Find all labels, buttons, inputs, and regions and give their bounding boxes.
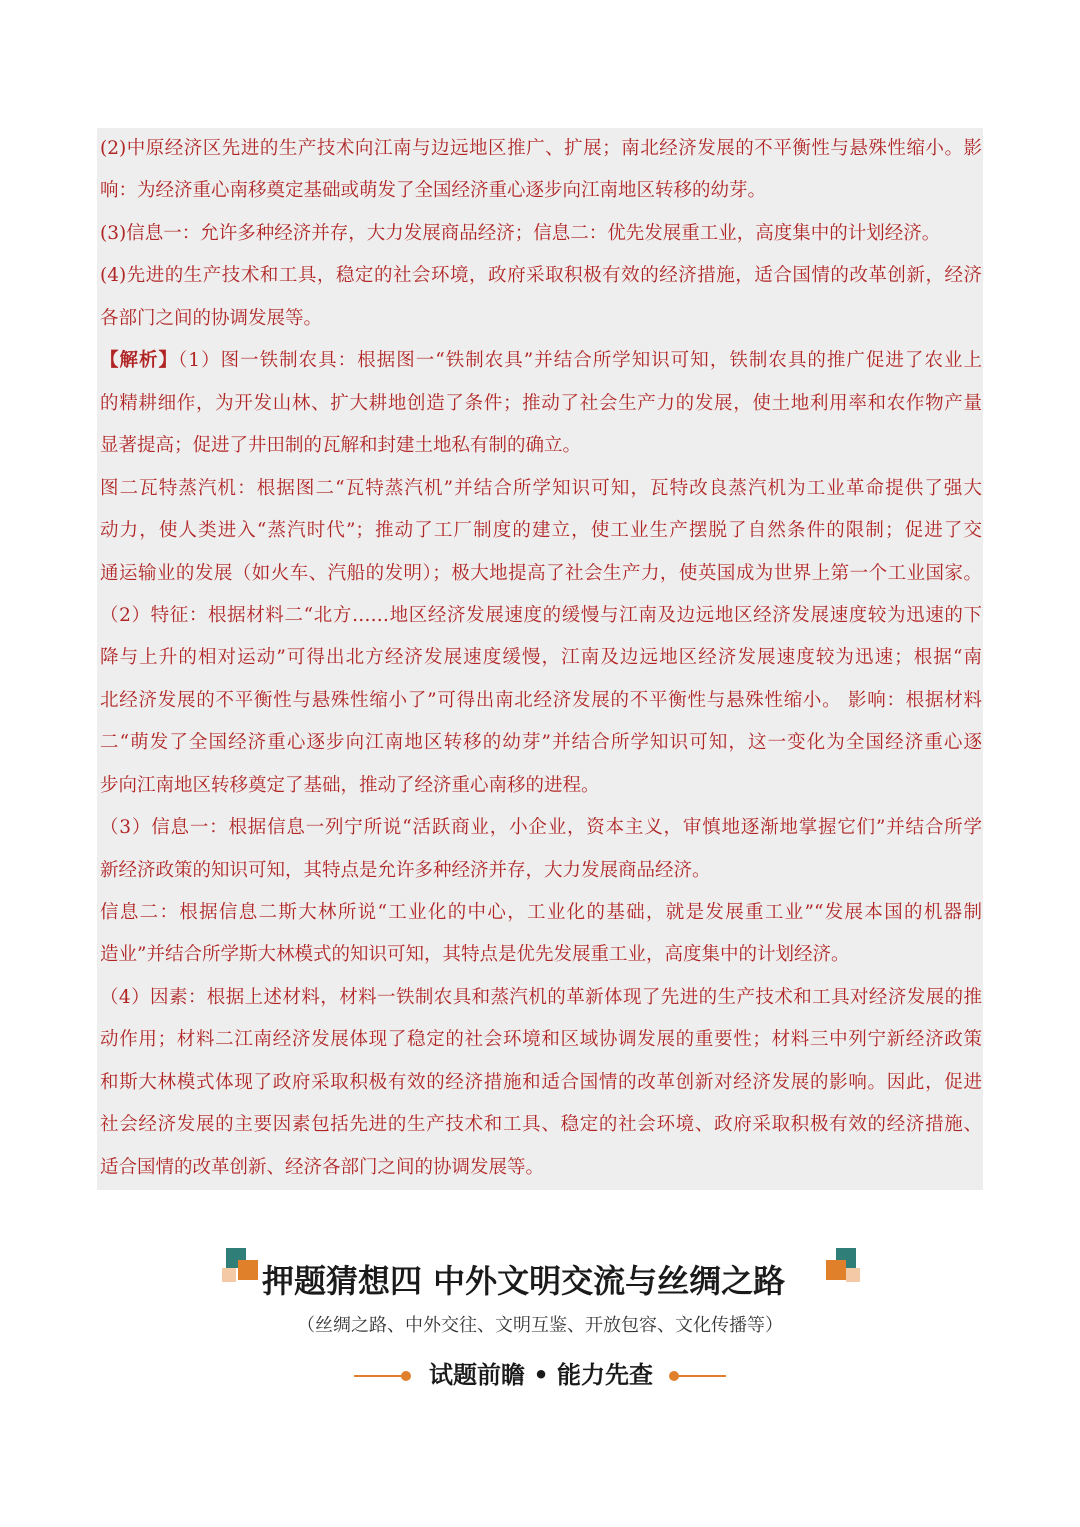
- right-decoration-icon: [826, 1248, 866, 1288]
- section-subtitle: （丝绸之路、中外交往、文明互鉴、开放包容、文化传播等）: [297, 1315, 783, 1336]
- answer-line-text: (3)信息一：允许多种经济并存，大力发展商品经济；信息二：优先发展重工业，高度集中的计划经济。: [100, 223, 941, 244]
- answer-line: [100, 595, 982, 637]
- left-rule: [354, 1375, 406, 1377]
- section-label: 试题前瞻 • 能力先查: [429, 1361, 654, 1389]
- answer-line-text: (4)先进的生产技术和工具，稳定的社会环境，政府采取积极有效的经济措施，适合国情的改革创新，经济: [100, 265, 982, 286]
- answer-line: [100, 1062, 982, 1104]
- answer-line-text: 社会经济发展的主要因素包括先进的生产技术和工具、稳定的社会环境、政府采取积极有效的经济措施、: [100, 1114, 982, 1135]
- section-title: 押题猜想四 中外文明交流与丝绸之路: [262, 1262, 786, 1300]
- answer-line: [100, 468, 982, 510]
- answer-line-text: 通运输业的发展（如火车、汽船的发明）；极大地提高了社会生产力，使英国成为世界上第一个工业国家。: [100, 563, 982, 584]
- answer-line: [100, 213, 982, 255]
- answer-line: [100, 1104, 982, 1146]
- answer-line-text: 和斯大林模式体现了政府采取积极有效的经济措施和适合国情的改革创新对经济发展的影响。因此，促进: [100, 1072, 982, 1093]
- answer-line-text: 信息二：根据信息二斯大林所说“工业化的中心，工业化的基础，就是发展重工业”“发展本国的机器制: [100, 902, 982, 923]
- answer-line: [100, 340, 982, 382]
- answer-line: [100, 765, 982, 807]
- answer-line: [100, 1019, 982, 1061]
- answer-line: [100, 383, 982, 425]
- answer-line: [100, 680, 982, 722]
- answer-line-text: 北经济发展的不平衡性与悬殊性缩小了”可得出南北经济发展的不平衡性与悬殊性缩小。 影响：根据材料: [100, 690, 982, 711]
- answer-line-text: 图二瓦特蒸汽机：根据图二“瓦特蒸汽机”并结合所学知识可知，瓦特改良蒸汽机为工业革命提供了强大: [100, 478, 982, 499]
- answer-line-text: 适合国情的改革创新、经济各部门之间的协调发展等。: [100, 1157, 545, 1178]
- section-label-row: [0, 1355, 1080, 1395]
- answer-line: [100, 637, 982, 679]
- analysis-tag: 【解析】: [100, 350, 179, 371]
- left-dot-icon: [401, 1371, 411, 1381]
- answer-line-text: （2）特征：根据材料二“北方……地区经济发展速度的缓慢与江南及边远地区经济发展速度较为迅速的下: [100, 605, 982, 626]
- answer-line-text: 步向江南地区转移奠定了基础，推动了经济重心南移的进程。: [100, 775, 600, 796]
- answer-line-text: 动作用；材料二江南经济发展体现了稳定的社会环境和区域协调发展的重要性；材料三中列宁新经济政策: [100, 1029, 982, 1050]
- answer-line: [100, 892, 982, 934]
- answer-line: [100, 553, 982, 595]
- answer-line-text: 显著提高；促进了井田制的瓦解和封建土地私有制的确立。: [100, 435, 582, 456]
- answer-line: [100, 298, 982, 340]
- answer-line: [100, 128, 982, 170]
- right-rule: [674, 1375, 726, 1377]
- answer-line: [100, 722, 982, 764]
- answer-line-text: 动力，使人类进入“蒸汽时代”；推动了工厂制度的建立，使工业生产摆脱了自然条件的限制；促进了交: [100, 520, 982, 541]
- answer-line-text: 新经济政策的知识可知，其特点是允许多种经济并存，大力发展商品经济。: [100, 860, 711, 881]
- answer-line-text: (2)中原经济区先进的生产技术向江南与边远地区推广、扩展；南北经济发展的不平衡性与悬殊性缩小。影: [100, 138, 982, 159]
- answer-line: [100, 425, 982, 467]
- answer-line-text: 的精耕细作，为开发山林、扩大耕地创造了条件；推动了社会生产力的发展，使土地利用率和农作物产量: [100, 393, 982, 414]
- answer-line-text: 造业”并结合所学斯大林模式的知识可知，其特点是优先发展重工业，高度集中的计划经济。: [100, 944, 850, 965]
- answer-line-text: （1）图一铁制农具：根据图一“铁制农具”并结合所学知识可知，铁制农具的推广促进了农业上: [178, 350, 982, 371]
- answer-line: [100, 1147, 982, 1189]
- answer-line-text: 响：为经济重心南移奠定基础或萌发了全国经济重心逐步向江南地区转移的幼芽。: [100, 180, 767, 201]
- answer-line: [100, 807, 982, 849]
- answer-line: [100, 977, 982, 1019]
- answer-line-text: 各部门之间的协调发展等。: [100, 308, 323, 329]
- answer-line-text: 降与上升的相对运动”可得出北方经济发展速度缓慢，江南及边远地区经济发展速度较为迅速；根据“南: [100, 647, 982, 668]
- section-header: [0, 1248, 1080, 1310]
- answer-line: [100, 255, 982, 297]
- left-decoration-icon: [222, 1248, 262, 1288]
- answer-line-text: 二“萌发了全国经济重心逐步向江南地区转移的幼芽”并结合所学知识可知，这一变化为全国经济重心逐: [100, 732, 982, 753]
- answer-line: [100, 510, 982, 552]
- answer-line: [100, 170, 982, 212]
- answer-line-text: （3）信息一：根据信息一列宁所说“活跃商业，小企业，资本主义，审慎地逐渐地掌握它们”并结合所学: [100, 817, 982, 838]
- answer-line: [100, 850, 982, 892]
- answer-line-text: （4）因素：根据上述材料，材料一铁制农具和蒸汽机的革新体现了先进的生产技术和工具对经济发展的推: [100, 987, 982, 1008]
- answer-line: [100, 934, 982, 976]
